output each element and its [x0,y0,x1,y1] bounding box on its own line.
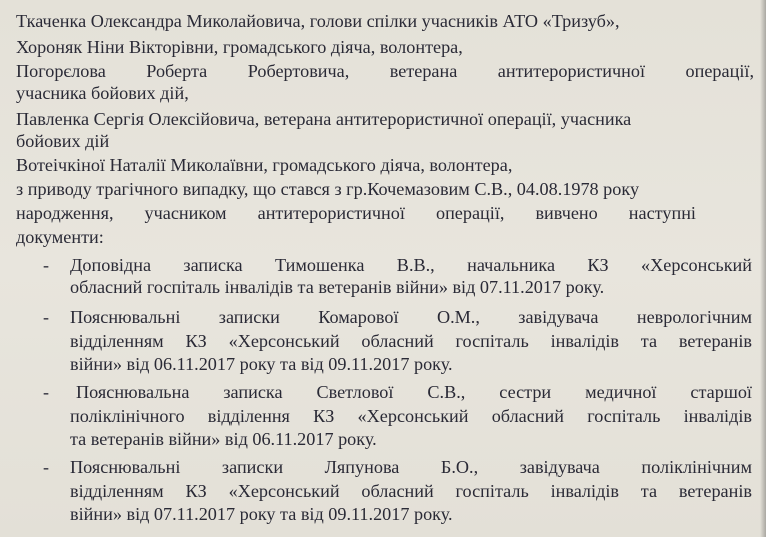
text-line: Ткаченка Олександра Миколайовича, голови спілки учасників АТО «Тризуб», [16,11,620,31]
text-line: Погорєлова Роберта Робертовича, ветерана антитерористичної операції, [16,61,754,81]
text-line: учасника бойових дій, [16,83,189,103]
text-line: Павленка Сергія Олексійовича, ветерана антитерористичної операції, учасника [16,109,632,129]
list-bullet: - [43,307,49,327]
text-line: Хороняк Ніни Вікторівни, громадського діяча, волонтера, [16,37,463,57]
list-item-line: відділенням КЗ «Херсонський обласний госпіталь інвалідів та ветеранів [70,331,752,351]
list-item-line: Пояснювальні записки Комарової О.М., завідувача неврологічним [70,307,752,327]
list-item-line: Пояснювальні записки Ляпунова Б.О., завідувача поліклінічним [70,457,752,477]
list-bullet: - [43,457,49,477]
text-line: народження, учасником антитерористичної операції, вивчено наступні [16,203,696,223]
list-item-line: обласний госпіталь інвалідів та ветеранів війни» від 07.11.2017 року. [70,277,605,297]
list-bullet: - [43,382,49,402]
text-line: з приводу трагічного випадку, що стався з гр.Кочемазовим С.В., 04.08.1978 року [16,179,640,199]
text-line: Вотеічкіної Наталії Миколаївни, громадського діяча, волонтера, [16,155,513,175]
list-item-line: Пояснювальна записка Светлової С.В., сестри медичної старшої [76,382,752,402]
list-item-line: війни» від 06.11.2017 року та від 09.11.2017 року. [70,354,453,374]
page-edge-shadow [760,0,766,537]
list-item-line: та ветеранів війни» від 06.11.2017 року. [70,429,377,449]
list-item-line: поліклінічного відділення КЗ «Херсонський обласний госпіталь інвалідів [70,406,752,426]
list-bullet: - [43,255,49,275]
text-line: бойових дій [16,131,110,151]
list-item-line: відділенням КЗ «Херсонський обласний госпіталь інвалідів та ветеранів [70,481,752,501]
text-line: документи: [16,227,104,247]
list-item-line: Доповідна записка Тимошенка В.В., начальника КЗ «Херсонський [70,255,752,275]
list-item-line: війни» від 07.11.2017 року та від 09.11.2017 року. [70,504,453,524]
